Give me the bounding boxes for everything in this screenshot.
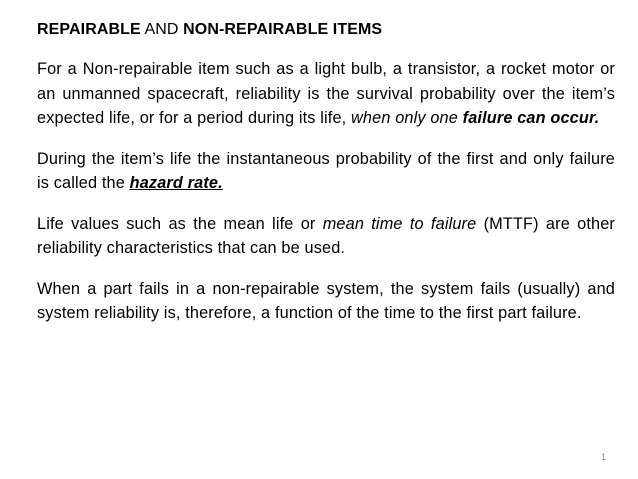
emphasis-only-one: when only one (351, 109, 463, 127)
paragraph-text: (MTTF) are other reliability characteristics that can be used. (37, 214, 615, 257)
emphasis-hazard-rate: hazard rate. (129, 174, 223, 192)
slide-title (37, 19, 615, 41)
slide-content (37, 19, 615, 342)
emphasis-failure-can-occur: failure can occur. (462, 109, 600, 127)
paragraph-text: During the item’s life the instantaneous probability of the first and only failure is called the (37, 149, 615, 192)
paragraph-text: Life values such as the mean life or (37, 214, 323, 233)
emphasis-mean-time-to-failure: mean time to failure (322, 214, 477, 233)
paragraph-text: When a part fails in a non-repairable system, the system fails (usually) and system reliability is, therefore, a function of the time to the first part failure. (37, 279, 615, 322)
paragraph-mttf (37, 212, 615, 261)
title-non-repairable: NON-REPAIRABLE ITEMS (183, 21, 383, 38)
paragraph-text: For a Non-repairable item such as a light bulb, a transistor, a rocket motor or an unmanned spacecraft, reliability is the survival probability over the item’s expected life, or for a period during its life, (37, 60, 615, 127)
paragraph-system-reliability (37, 277, 615, 326)
page-number: 1 (600, 452, 606, 462)
title-repairable: REPAIRABLE (37, 21, 141, 38)
title-and: AND (140, 21, 184, 38)
paragraph-non-repairable-definition (37, 57, 615, 131)
paragraph-hazard-rate (37, 147, 615, 196)
